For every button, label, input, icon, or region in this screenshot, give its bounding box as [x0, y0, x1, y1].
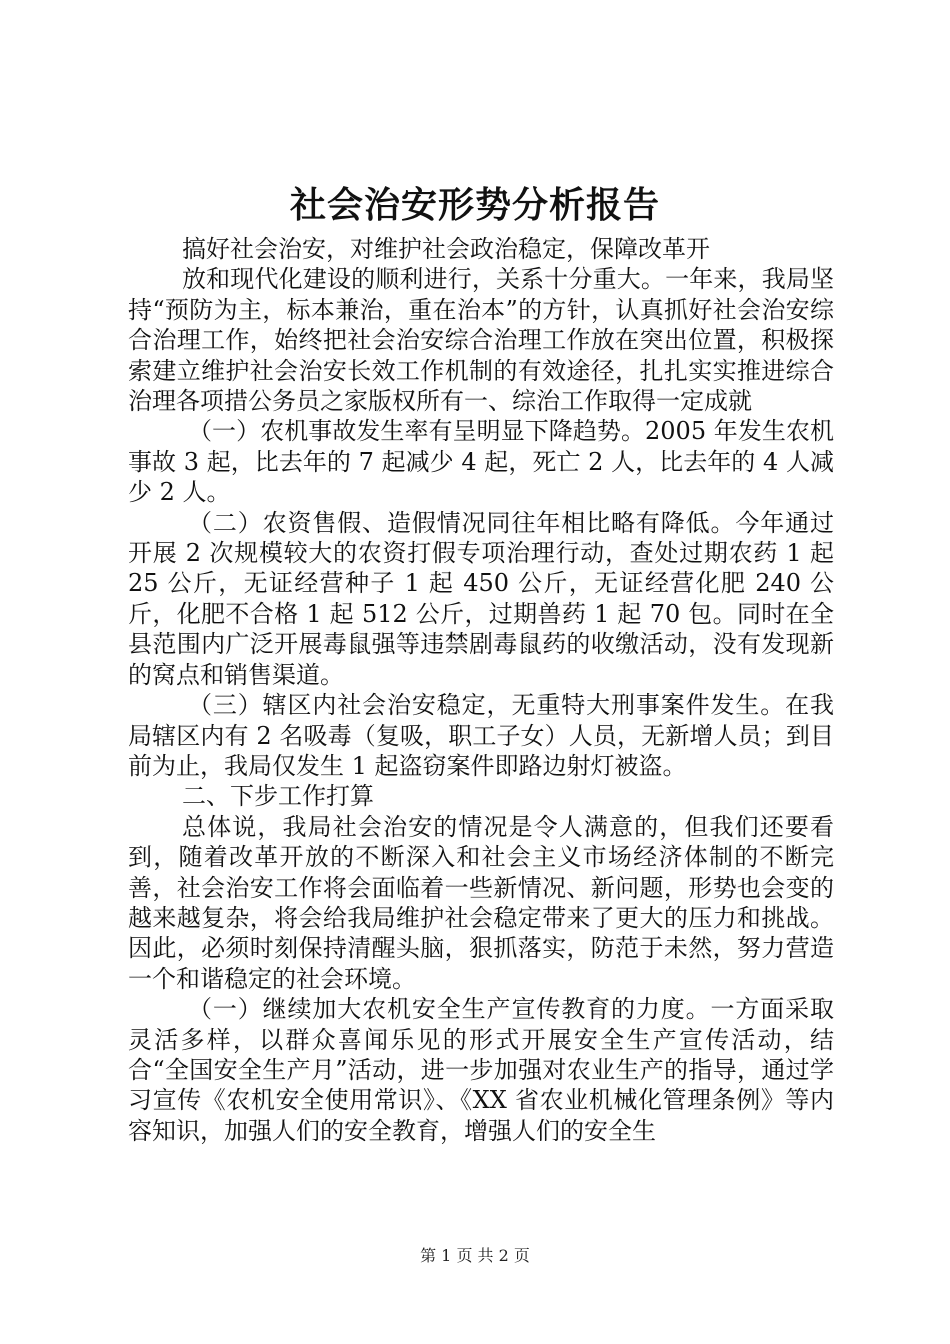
document-body	[128, 234, 834, 1146]
section-heading-next-steps: 二、下步工作打算	[182, 782, 374, 811]
paragraph-achievement-1: （一）农机事故发生率有呈明显下降趋势。2005 年发生农机事故 3 起，比去年的 7 起减少 4 起，死亡 2 人，比去年的 4 人减少 2 人。	[128, 417, 834, 507]
paragraph-achievement-2: （二）农资售假、造假情况同往年相比略有降低。今年通过开展 2 次规模较大的农资打假专项治理行动，查处过期农药 1 起 25 公斤，无证经营种子 1 起 450 公斤，无证经营化肥 240 公斤，化肥不合格 1 起 512 公斤，过期兽药 1 起 70 包。同时在全县范围内广泛开展毒鼠强等违禁剧毒鼠药的收缴活动，没有发现新的窝点和销售渠道。	[128, 508, 834, 689]
paragraph-intro-1: 搞好社会治安，对维护社会政治稳定，保障改革开	[182, 235, 710, 263]
document-title: 社会治安形势分析报告	[289, 184, 660, 226]
paragraph-achievement-3: （三）辖区内社会治安稳定，无重特大刑事案件发生。在我局辖区内有 2 名吸毒（复吸，职工子女）人员，无新增人员；到目前为止，我局仅发生 1 起盗窃案件即路边射灯被盗。	[128, 691, 834, 780]
paragraph-summary: 总体说，我局社会治安的情况是令人满意的，但我们还要看到，随着改革开放的不断深入和社会主义市场经济体制的不断完善，社会治安工作将会面临着一些新情况、新问题，形势也会变的越来越复杂，将会给我局维护社会稳定带来了更大的压力和挑战。因此，必须时刻保持清醒头脑，狠抓落实，防范于未然，努力营造一个和谐稳定的社会环境。	[128, 812, 834, 993]
paragraph-plan-1: （一）继续加大农机安全生产宣传教育的力度。一方面采取灵活多样，以群众喜闻乐见的形式开展安全生产宣传活动，结合“全国安全生产月”活动，进一步加强对农业生产的指导，通过学习宣传《农机安全使用常识》、《XX 省农业机械化管理条例》等内容知识，加强人们的安全教育，增强人们的安全生	[128, 995, 834, 1145]
paragraph-intro-2: 放和现代化建设的顺利进行，关系十分重大。一年来，我局坚持“预防为主，标本兼治，重在治本”的方针，认真抓好社会治安综合治理工作，始终把社会治安综合治理工作放在突出位置，积极探索建立维护社会治安长效工作机制的有效途径，扎扎实实推进综合治理各项措公务员之家版权所有一、综治工作取得一定成就	[128, 265, 834, 416]
page-number-footer: 第 1 页 共 2 页	[420, 1246, 530, 1265]
